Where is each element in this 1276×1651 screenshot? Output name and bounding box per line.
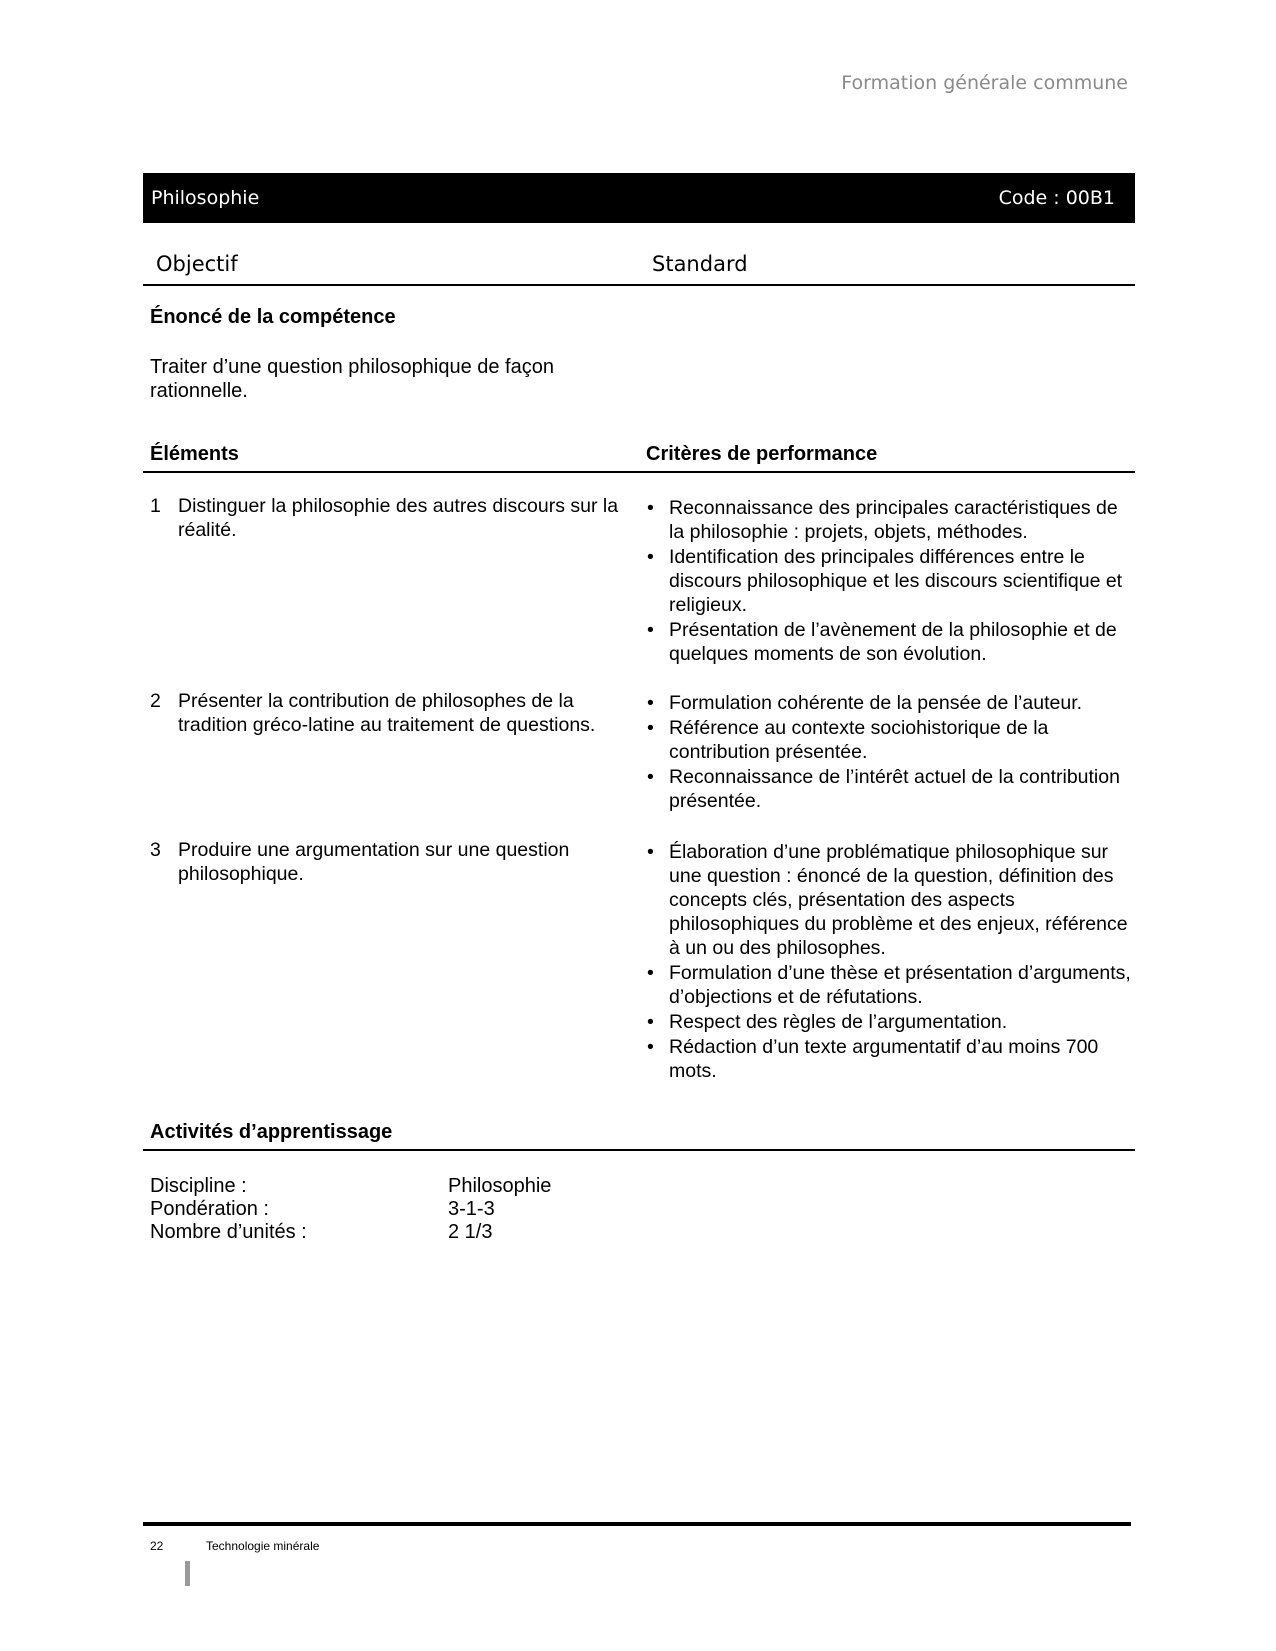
- section-header: Formation générale commune: [841, 72, 1128, 94]
- critere-item: • Rédaction d’un texte argumentatif d’au moins 700 mots.: [647, 1036, 1099, 1082]
- enonce-heading: Énoncé de la compétence: [150, 306, 396, 328]
- info-value: 3-1-3: [448, 1198, 495, 1220]
- info-label: Pondération :: [150, 1198, 269, 1220]
- page-number: 22: [150, 1539, 164, 1553]
- elements-label: Éléments: [150, 443, 239, 465]
- objectif-label: Objectif: [156, 252, 238, 276]
- critere-item: • Présentation de l’avènement de la philosophie et de quelques moments de son évolution.: [647, 619, 1117, 665]
- critere-item: • Reconnaissance des principales caractéristiques de la philosophie : projets, objets, méthodes.: [647, 497, 1118, 543]
- element-text: Produire une argumentation sur une question philosophique.: [178, 839, 570, 885]
- footer-marker: [185, 1561, 190, 1586]
- info-value: Philosophie: [448, 1175, 552, 1197]
- critere-item: • Reconnaissance de l’intérêt actuel de la contribution présentée.: [647, 766, 1120, 812]
- info-label: Nombre d’unités :: [150, 1221, 307, 1243]
- standard-label: Standard: [652, 252, 748, 276]
- footer-title: Technologie minérale: [206, 1539, 320, 1553]
- critere-item: • Référence au contexte sociohistorique de la contribution présentée.: [647, 717, 1049, 763]
- critere-item: • Formulation cohérente de la pensée de l’auteur.: [647, 692, 1083, 714]
- critere-item: • Respect des règles de l’argumentation.: [647, 1011, 1008, 1033]
- objectif-standard-header: [143, 252, 1135, 286]
- course-name: Philosophie: [151, 187, 260, 209]
- criteres-list-1: [645, 496, 1135, 667]
- critere-item: • Formulation d’une thèse et présentation d’arguments, d’objections et de réfutations.: [647, 962, 1131, 1008]
- course-title-bar: [143, 173, 1135, 223]
- element-number: 3: [150, 839, 161, 861]
- activites-header: [143, 1119, 1135, 1151]
- element-number: 2: [150, 690, 161, 712]
- element-text: Distinguer la philosophie des autres discours sur la réalité.: [178, 495, 619, 541]
- critere-item: • Élaboration d’une problématique philosophique sur une question : énoncé de la question, définition des concepts clés, présentation des aspects philosophiques du problème et des enjeux, référence à un ou des philosophes.: [647, 841, 1128, 959]
- criteres-list-3: [645, 840, 1135, 1084]
- enonce-text: Traiter d’une question philosophique de façon rationnelle.: [150, 356, 554, 402]
- element-number: 1: [150, 495, 161, 517]
- info-value: 2 1/3: [448, 1221, 493, 1243]
- element-text: Présenter la contribution de philosophes de la tradition gréco-latine au traitement de questions.: [178, 690, 596, 736]
- criteres-list-2: [645, 691, 1135, 814]
- info-label: Discipline :: [150, 1175, 247, 1197]
- critere-item: • Identification des principales différences entre le discours philosophique et les discours scientifique et religieux.: [647, 546, 1123, 616]
- elements-criteres-header: [143, 441, 1135, 473]
- footer-rule: [143, 1522, 1131, 1526]
- course-code: Code : 00B1: [998, 187, 1115, 209]
- criteres-label: Critères de performance: [646, 443, 878, 465]
- activites-heading: Activités d’apprentissage: [150, 1121, 393, 1143]
